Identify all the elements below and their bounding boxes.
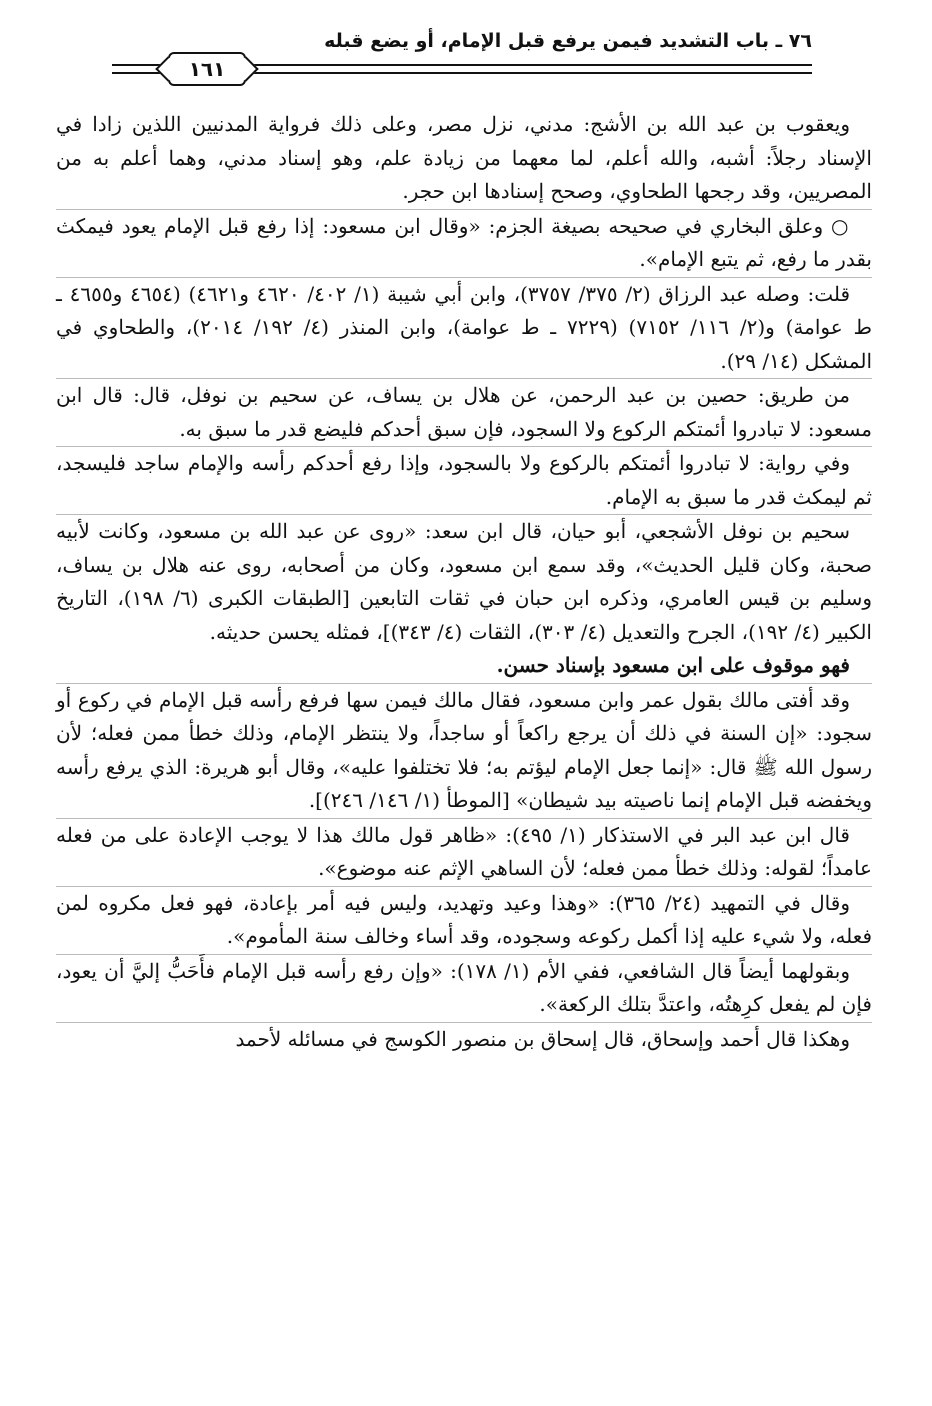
paragraph-11: وبقولهما أيضاً قال الشافعي، ففي الأم (١/ ١٧٨): «وإن رفع رأسه قبل الإمام فأَحَبُّ إليَّ أن يعود، فإن لم يفعل كرِهتُه، واعتدَّ بتلك الركعة». [56, 954, 872, 1022]
page-header [56, 0, 872, 108]
chapter-title: ٧٦ ـ باب التشديد فيمن يرفع قبل الإمام، أو يضع قبله [324, 30, 812, 52]
paragraph-9: قال ابن عبد البر في الاستذكار (١/ ٤٩٥): «ظاهر قول مالك هذا لا يوجب الإعادة على من فعله عامداً؛ لقوله: وذلك خطأ ممن فعله؛ لأن الساهي الإثم عنه موضوع». [56, 818, 872, 886]
bullet-icon: ○ [831, 213, 851, 238]
paragraph-12: وهكذا قال أحمد وإسحاق، قال إسحاق بن منصور الكوسج في مسائله لأحمد [56, 1022, 872, 1057]
page-number-badge [168, 52, 246, 86]
paragraph-2-text: وعلق البخاري في صحيحه بصيغة الجزم: «وقال ابن مسعود: إذا رفع قبل الإمام يعود فيمكث بقدر ما رفع، ثم يتبع الإمام». [56, 213, 872, 271]
paragraph-8: وقد أفتى مالك بقول عمر وابن مسعود، فقال مالك فيمن سها فرفع رأسه قبل الإمام في ركوع أو سجود: «إن السنة في ذلك أن يرجع راكعاً أو ساجداً، ولا ينتظر الإمام، وذلك خطأ ممن فعله؛ لأن رسول الله ﷺ قال: «إنما جعل الإمام ليؤتم به؛ فلا تختلفوا عليه»، وقال أبو هريرة: الذي يرفع رأسه ويخفضه قبل الإمام إنما ناصيته بيد شيطان» [الموطأ (١/ ١٤٦/ ٢٤٦)]. [56, 683, 872, 818]
paragraph-2 [56, 209, 872, 277]
paragraph-6: سحيم بن نوفل الأشجعي، أبو حيان، قال ابن سعد: «روى عن عبد الله بن مسعود، وكانت لأبيه صحبة، وكان قليل الحديث»، وقد سمع ابن مسعود، وكان من أصحابه، روى عنه هلال بن يساف، وسليم بن قيس العامري، وذكره ابن حبان في ثقات التابعين [الطبقات الكبرى (٦/ ١٩٨)، التاريخ الكبير (٤/ ١٩٢)، الجرح والتعديل (٤/ ٣٠٣)، الثقات (٤/ ٣٤٣)]، فمثله يحسن حديثه. [56, 514, 872, 649]
page-number: ١٦١ [188, 57, 226, 81]
page-body [56, 108, 872, 1056]
paragraph-3: قلت: وصله عبد الرزاق (٢/ ٣٧٥/ ٣٧٥٧)، وابن أبي شيبة (١/ ٤٠٢/ ٤٦٢٠ و٤٦٢١) (٤٦٥٤ و٤٦٥٥ ـ ط عوامة) و(٢/ ١١٦/ ٧١٥٢) (٧٢٢٩ ـ ط عوامة)، وابن المنذر (٤/ ١٩٢/ ٢٠١٤)، والطحاوي في المشكل (١٤/ ٢٩). [56, 277, 872, 379]
paragraph-4: من طريق: حصين بن عبد الرحمن، عن هلال بن يساف، عن سحيم بن نوفل، قال: قال ابن مسعود: لا تبادروا أئمتكم الركوع ولا السجود، فإن سبق أحدكم فليضع قدر ما سبق به. [56, 378, 872, 446]
paragraph-10: وقال في التمهيد (٢٤/ ٣٦٥): «وهذا وعيد وتهديد، وليس فيه أمر بإعادة، فهو فعل مكروه لمن فعله، ولا شيء عليه إذا أكمل ركوعه وسجوده، وقد أساء وخالف سنة المأموم». [56, 886, 872, 954]
paragraph-1: ويعقوب بن عبد الله بن الأشج: مدني، نزل مصر، وعلى ذلك فرواية المدنيين اللذين زادا في الإسناد رجلاً: أشبه، والله أعلم، لما معهما من زيادة علم، وهو إسناد مدني، وهما أعلم به من المصريين، وقد رجحها الطحاوي، وصحح إسنادها ابن حجر. [56, 112, 872, 203]
paragraph-7-conclusion: فهو موقوف على ابن مسعود بإسناد حسن. [496, 653, 850, 677]
paragraph-5: وفي رواية: لا تبادروا أئمتكم بالركوع ولا بالسجود، وإذا رفع أحدكم رأسه والإمام ساجد فليسجد، ثم ليمكث قدر ما سبق به الإمام. [56, 446, 872, 514]
